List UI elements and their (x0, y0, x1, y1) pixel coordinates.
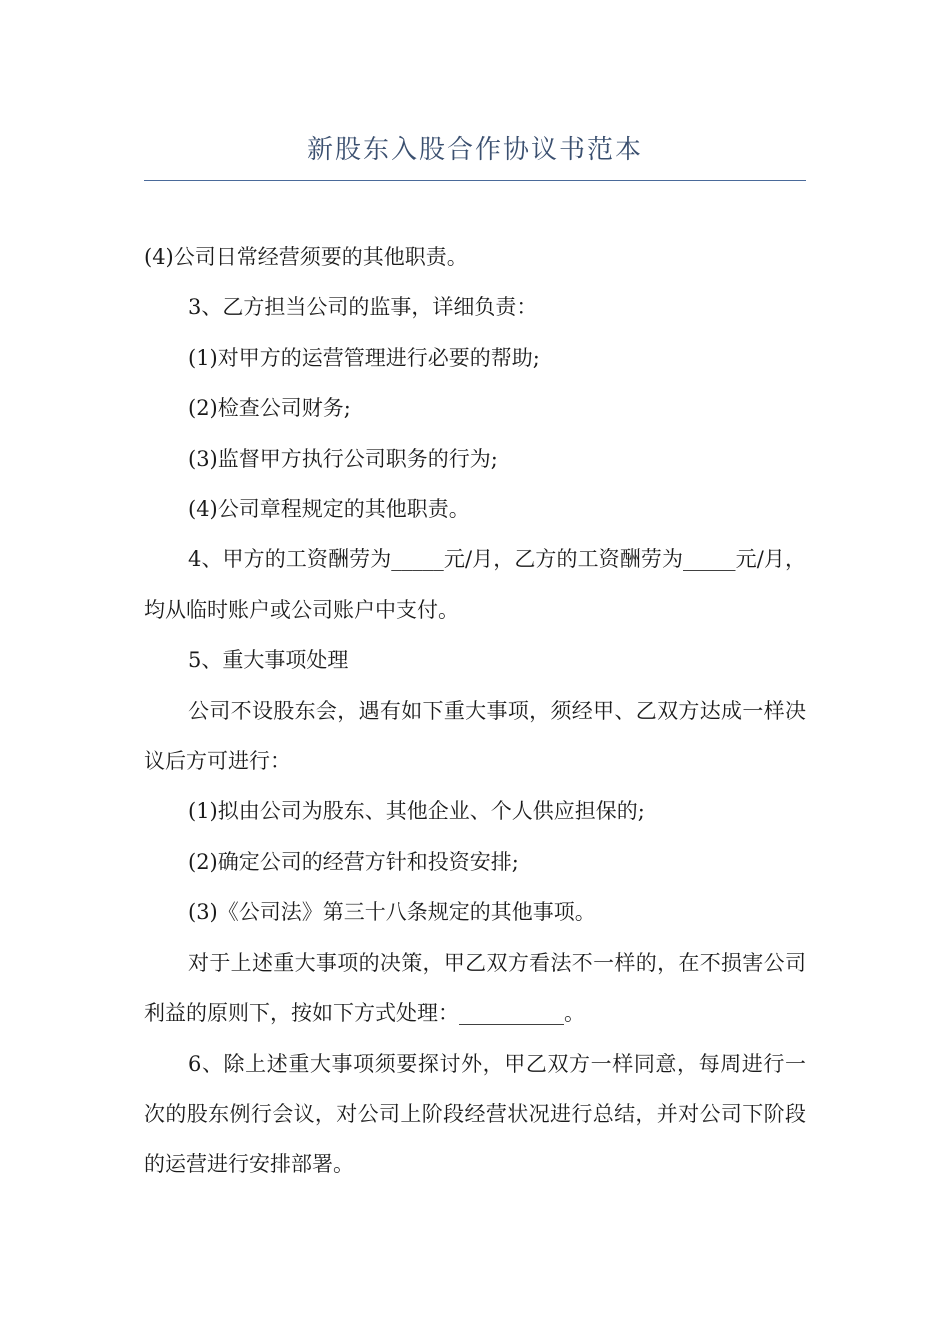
document-title: 新股东入股合作协议书范本 (306, 135, 643, 165)
paragraph: 6、除上述重大事项须要探讨外，甲乙双方一样同意，每周进行一次的股东例行会议，对公司上阶段经营状况进行总结，并对公司下阶段的运营进行安排部署。 (144, 1051, 806, 1177)
paragraph: 5、重大事项处理 (188, 648, 349, 673)
paragraph: 对于上述重大事项的决策，甲乙双方看法不一样的，在不损害公司利益的原则下，按如下方式处理：__________。 (144, 950, 806, 1026)
paragraph: 3、乙方担当公司的监事，详细负责： (188, 295, 538, 320)
paragraph: (2)检查公司财务; (188, 396, 351, 421)
document-body (144, 232, 806, 1190)
paragraph: (3)《公司法》第三十八条规定的其他事项。 (188, 900, 596, 925)
paragraph: (1)对甲方的运营管理进行必要的帮助; (188, 345, 540, 370)
title-underline (144, 180, 806, 181)
paragraph: (4)公司章程规定的其他职责。 (188, 497, 470, 522)
paragraph: 4、甲方的工资酬劳为_____元/月，乙方的工资酬劳为_____元/月，均从临时账户或公司账户中支付。 (144, 547, 806, 622)
paragraph: (1)拟由公司为股东、其他企业、个人供应担保的; (188, 799, 645, 824)
paragraph: (3)监督甲方执行公司职务的行为; (188, 446, 498, 471)
paragraph: 公司不设股东会，遇有如下重大事项，须经甲、乙双方达成一样决议后方可进行： (144, 698, 806, 774)
paragraph: (4)公司日常经营须要的其他职责。 (144, 245, 468, 269)
paragraph: (2)确定公司的经营方针和投资安排; (188, 849, 519, 874)
